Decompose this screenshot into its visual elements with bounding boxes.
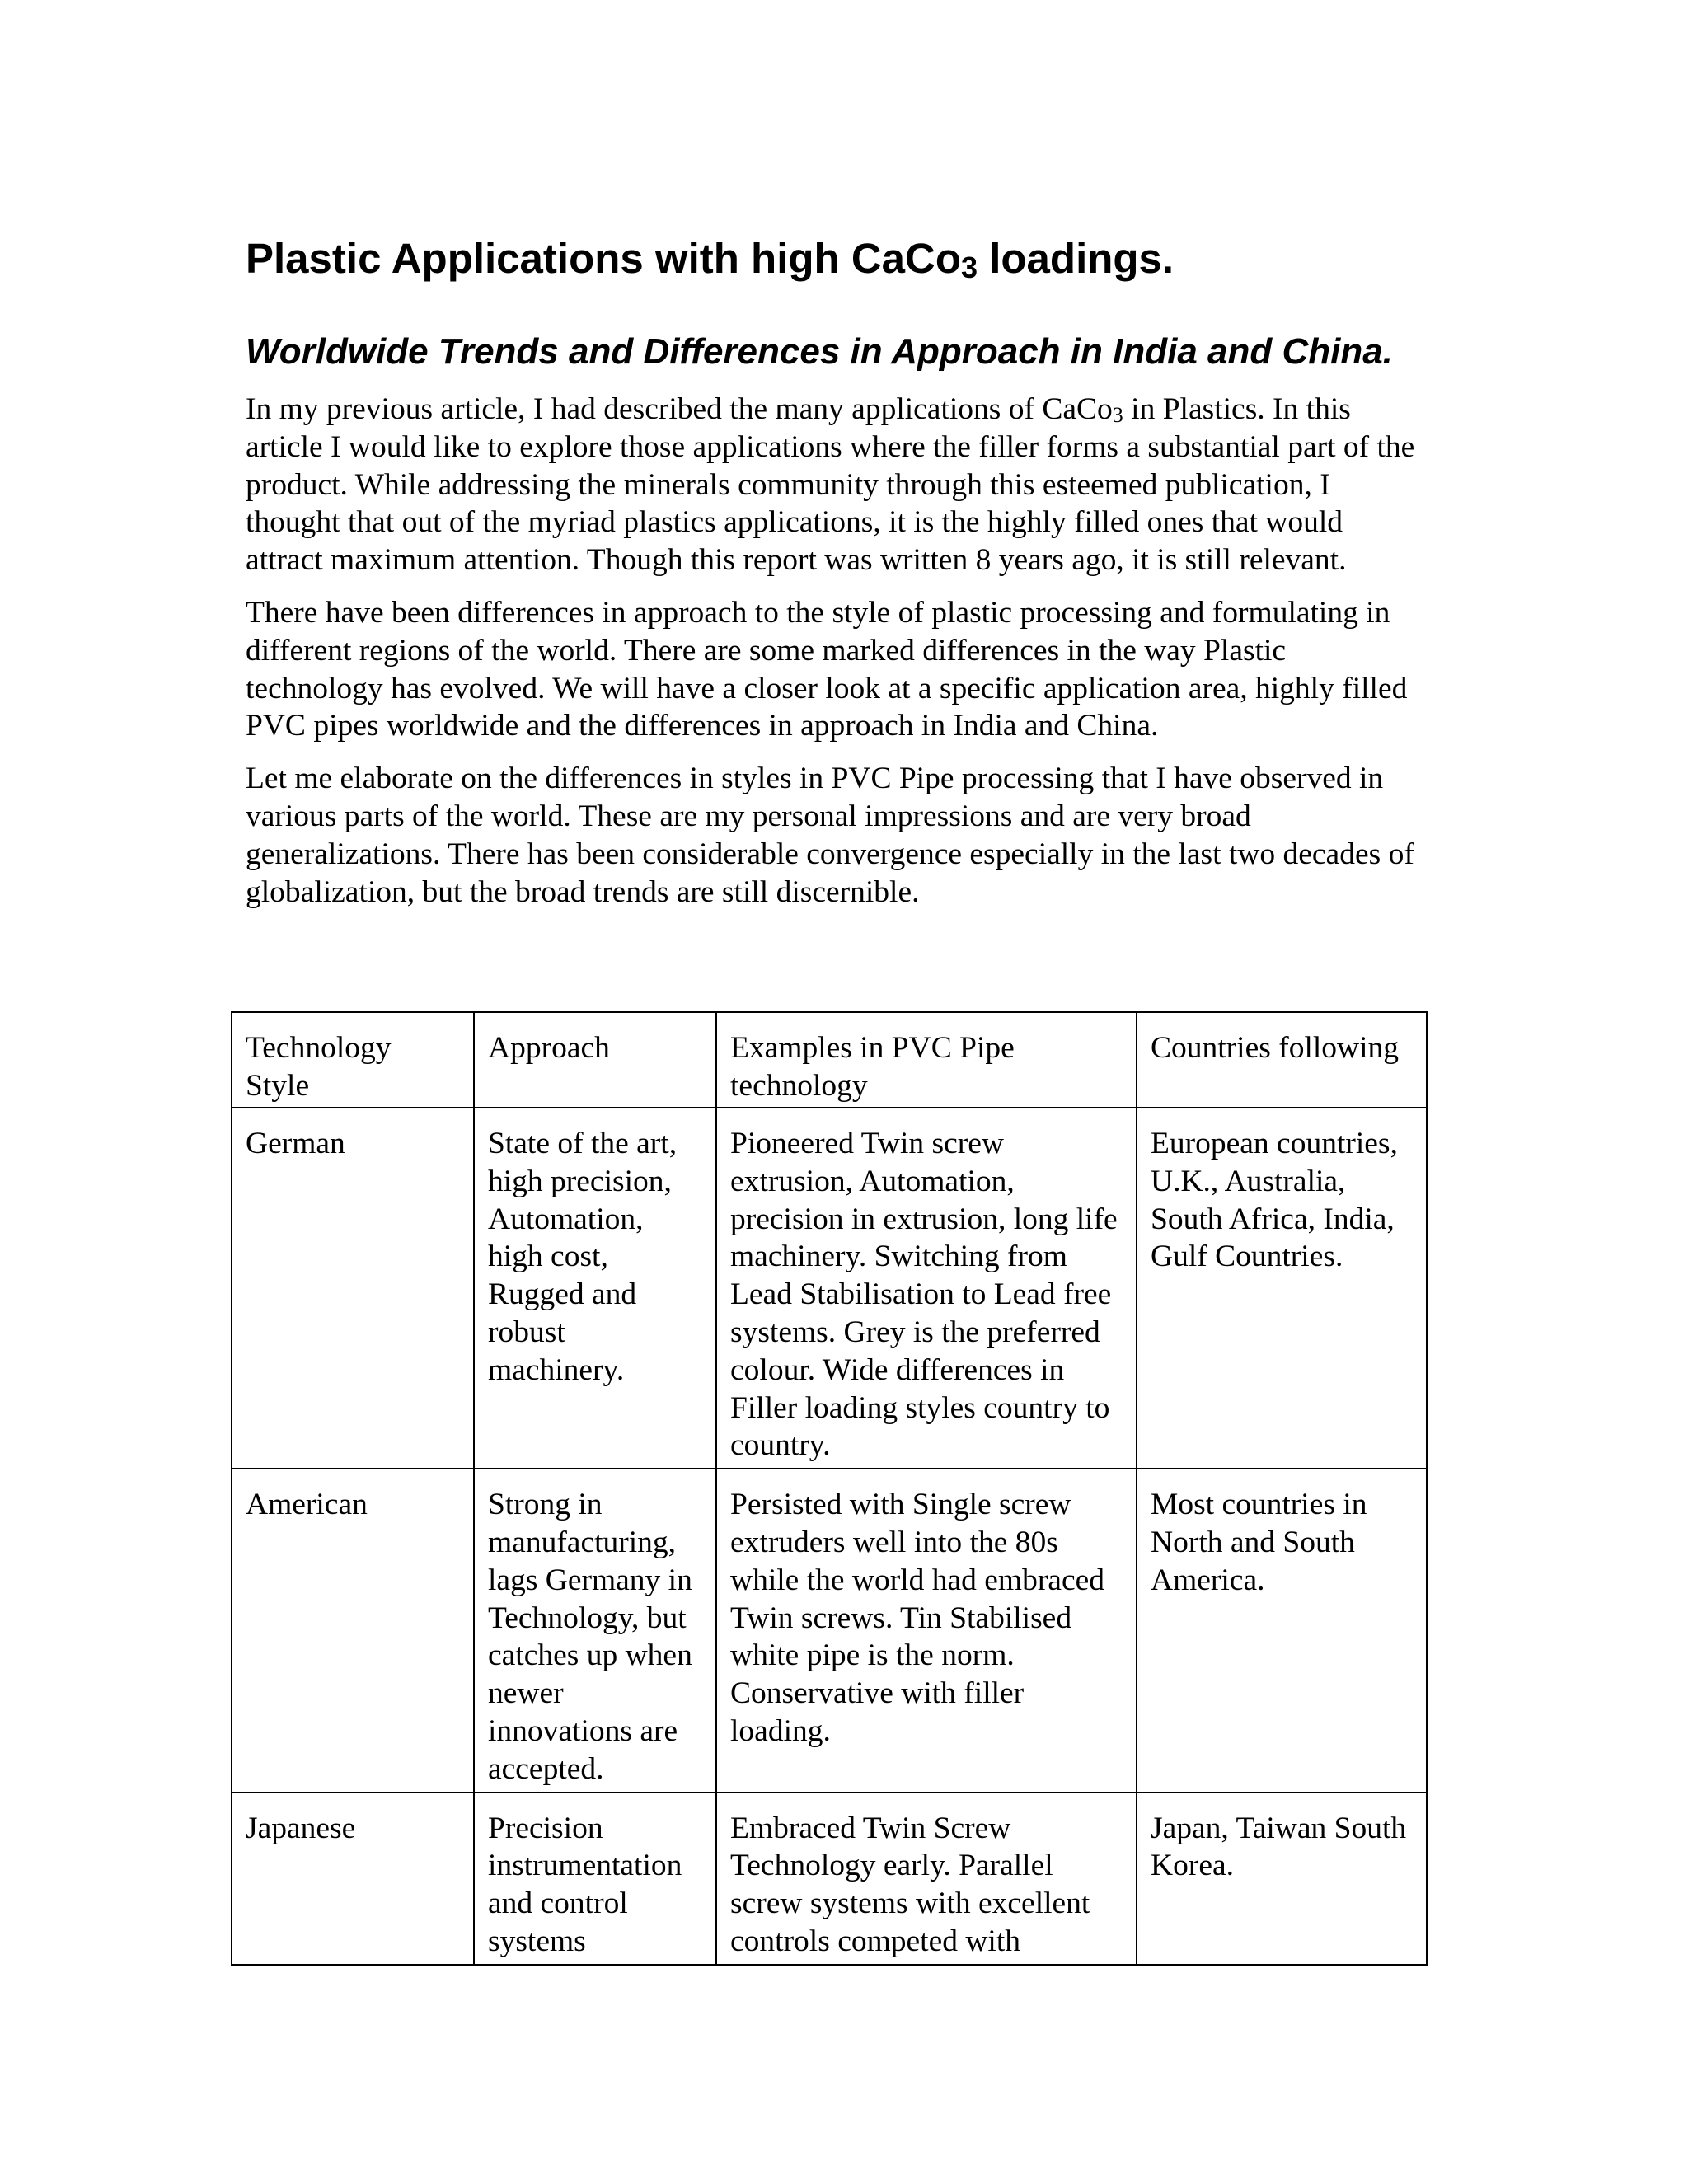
document-page (246, 223, 1426, 926)
page-subtitle: Worldwide Trends and Differences in Approach in India and China. (246, 331, 1393, 372)
title-text-end: loadings. (978, 235, 1175, 282)
cell-countries: European countries, U.K., Australia, South Africa, India, Gulf Countries. (1137, 1108, 1427, 1469)
cell-style: Japanese (232, 1793, 474, 1965)
paragraph-2: There have been differences in approach to the style of plastic processing and formulating in different regions of the world. There are some marked differences in the way Plastic technology has evolved. We will have a closer look at a specific application area, highly filled PVC pipes worldwide and the differences in approach in India and China. (246, 595, 1408, 743)
body-text (246, 391, 1426, 911)
cell-approach: State of the art, high precision, Automation, high cost, Rugged and robust machinery. (474, 1108, 716, 1469)
cell-style: American (232, 1469, 474, 1792)
table-row (232, 1793, 1427, 1965)
page-title (246, 234, 1426, 284)
header-technology-style: Technology Style (232, 1012, 474, 1108)
header-countries: Countries following (1137, 1012, 1427, 1108)
header-approach: Approach (474, 1012, 716, 1108)
title-text: Plastic Applications with high CaCo (246, 235, 962, 282)
paragraph-1-text-end: in Plastics. In this article I would like to explore those applications where the filler forms a substantial part of the product. While addressing the minerals community through this esteemed publication, I thought that out of the myriad plastics applications, it is the highly filled ones that would attract maximum attention. Though this report was written 8 years ago, it is still relevant. (246, 392, 1415, 578)
cell-style: German (232, 1108, 474, 1469)
title-subscript: 3 (961, 251, 978, 284)
cell-countries: Most countries in North and South America. (1137, 1469, 1427, 1792)
cell-countries: Japan, Taiwan South Korea. (1137, 1793, 1427, 1965)
paragraph-3: Let me elaborate on the differences in styles in PVC Pipe processing that I have observed in various parts of the world. These are my personal impressions and are very broad generalizations. There has been considerable convergence especially in the last two decades of globalization, but the broad trends are still discernible. (246, 762, 1414, 909)
cell-examples: Persisted with Single screw extruders well into the 80s while the world had embraced Twin screws. Tin Stabilised white pipe is the norm. Conservative with filler loading. (716, 1469, 1137, 1792)
table-header-row (232, 1012, 1427, 1108)
paragraph-1-text: In my previous article, I had described the many applications of CaCo (246, 392, 1113, 426)
paragraph-1-subscript: 3 (1112, 403, 1123, 427)
table-row (232, 1469, 1427, 1792)
cell-approach: Strong in manufacturing, lags Germany in Technology, but catches up when newer innovations are accepted. (474, 1469, 716, 1792)
header-examples: Examples in PVC Pipe technology (716, 1012, 1137, 1108)
cell-examples: Embraced Twin Screw Technology early. Parallel screw systems with excellent controls competed with (716, 1793, 1137, 1965)
paragraph-1 (246, 391, 1426, 579)
cell-approach: Precision instrumentation and control systems (474, 1793, 716, 1965)
technology-styles-table (231, 1011, 1428, 1966)
cell-examples: Pioneered Twin screw extrusion, Automation, precision in extrusion, long life machinery. Switching from Lead Stabilisation to Lead free systems. Grey is the preferred colour. Wide differences in Filler loading styles country to country. (716, 1108, 1137, 1469)
table-row (232, 1108, 1427, 1469)
